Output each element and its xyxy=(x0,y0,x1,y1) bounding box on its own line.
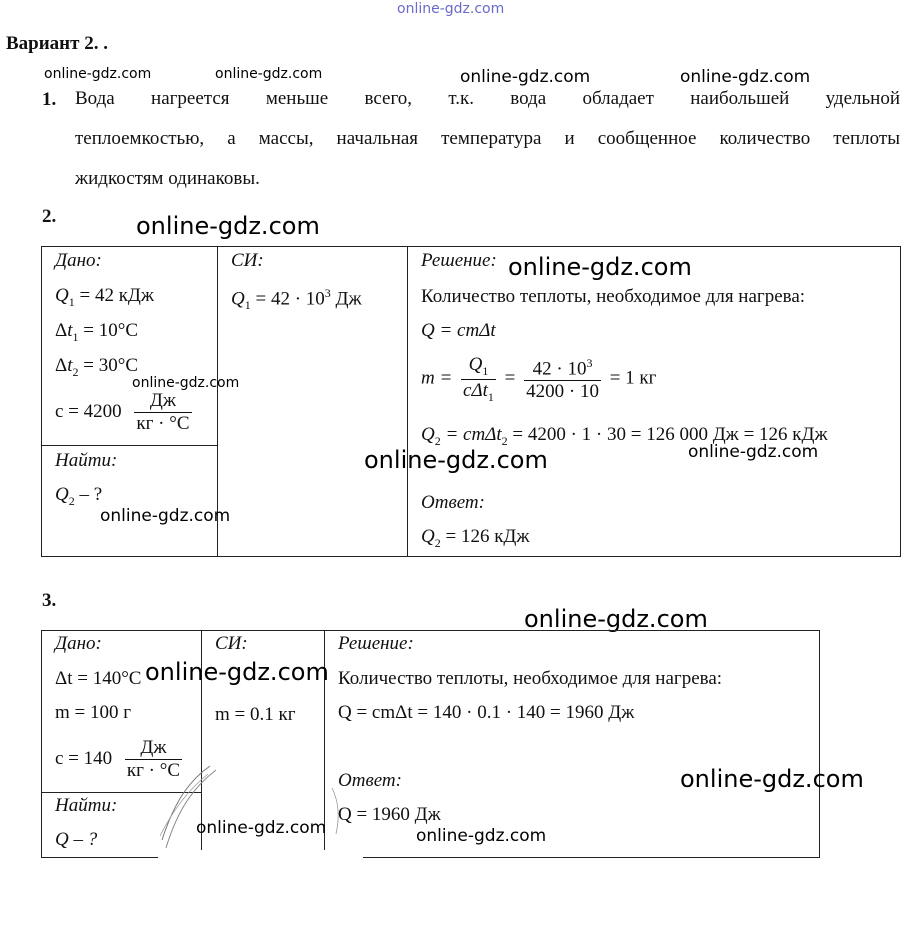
task1-text xyxy=(75,79,900,199)
task2-si-q1: $Q_1 = 42 \cdot 10^3$ Дж xyxy=(231,286,362,313)
task3-number: 3. xyxy=(42,590,57,611)
watermark: online-gdz.com xyxy=(508,253,692,281)
task2-given-q1: $Q_1 = 42$ кДж xyxy=(55,285,155,309)
task3-given-label: Дано: xyxy=(55,633,102,654)
task3-solution-formula: Q = cmΔt = 140 · 0.1 · 140 = 1960 Дж xyxy=(338,702,635,723)
task2-number: 2. xyxy=(42,206,57,227)
task1-line: Вода нагреется меньше всего, т.к. вода обладает наибольшей удельной xyxy=(75,88,900,109)
task3-find-value: Q – ? xyxy=(55,829,98,850)
task2-solution-intro: Количество теплоты, необходимое для нагрева: xyxy=(421,286,806,307)
watermark: online-gdz.com xyxy=(364,446,548,474)
task3-si-m: m = 0.1 кг xyxy=(215,704,296,725)
watermark: online-gdz.com xyxy=(100,506,231,526)
task2-given-dt2: $\Delta t_2 = 30^\circ C$ xyxy=(55,355,138,379)
task3-answer-value: Q = 1960 Дж xyxy=(338,804,441,825)
task2-solution-q2: $Q_2 = cm\Delta t_2 = 4200 \cdot 1 \cdot 30 = 126$ 000 Дж = 126 кДж xyxy=(421,424,828,448)
watermark: online-gdz.com xyxy=(680,765,864,793)
task3-solution-intro: Количество теплоты, необходимое для нагрева: xyxy=(338,668,723,689)
task1-line: жидкостям одинаковы. xyxy=(75,168,260,189)
task3-solution-label: Решение: xyxy=(338,633,414,654)
task1-line: теплоемкостью, а массы, начальная температура и сообщенное количество теплоты xyxy=(75,128,900,149)
watermark: online-gdz.com xyxy=(145,658,329,686)
watermark: online-gdz.com xyxy=(524,605,708,633)
task2-solution-label: Решение: xyxy=(421,250,497,271)
watermark: online-gdz.com xyxy=(460,67,591,87)
watermark: online-gdz.com xyxy=(196,818,327,838)
task3-given-dt: Δt = 140°C xyxy=(55,668,142,689)
task2-si-label: СИ: xyxy=(231,250,264,271)
task3-given-c: c = 140 $\frac{Дж}{кг \cdot ^\circ С}$ xyxy=(55,737,181,781)
watermark: online-gdz.com xyxy=(416,826,547,846)
pen-scribble-icon xyxy=(150,760,230,860)
watermark: online-gdz.com xyxy=(44,66,152,82)
task2-find-label: Найти: xyxy=(55,450,118,471)
task1-number: 1. xyxy=(42,89,57,110)
watermark-top: online-gdz.com xyxy=(397,1,505,17)
task2-given-dt1: $\Delta t_1 = 10^\circ C$ xyxy=(55,320,138,344)
watermark: online-gdz.com xyxy=(680,67,811,87)
task2-answer-value: $Q_2 = 126$ кДж xyxy=(421,526,530,550)
task3-given-m: m = 100 г xyxy=(55,702,132,723)
page-title: Вариант 2. . xyxy=(6,33,108,54)
task2-answer-label: Ответ: xyxy=(421,492,485,513)
task2-solution-formula1: Q = cmΔt xyxy=(421,320,496,341)
task2-given-c: c = 4200 $\frac{Дж}{кг \cdot ^\circ С}$ xyxy=(55,390,190,434)
watermark: online-gdz.com xyxy=(136,212,320,240)
task2-solution-mass: m = $\frac{Q_1}{c\Delta t_1}$ = $\frac{42 \cdot 10^3}{4200 \cdot 10}$ = 1 кг xyxy=(421,354,657,404)
task3-answer-label: Ответ: xyxy=(338,770,402,791)
watermark: online-gdz.com xyxy=(688,442,819,462)
watermark: online-gdz.com xyxy=(132,375,240,391)
watermark: online-gdz.com xyxy=(215,66,323,82)
task3-find-label: Найти: xyxy=(55,795,118,816)
task2-find-value: $Q_2$ – ? xyxy=(55,484,103,508)
task3-si-label: СИ: xyxy=(215,633,248,654)
task2-given-label: Дано: xyxy=(55,250,102,271)
